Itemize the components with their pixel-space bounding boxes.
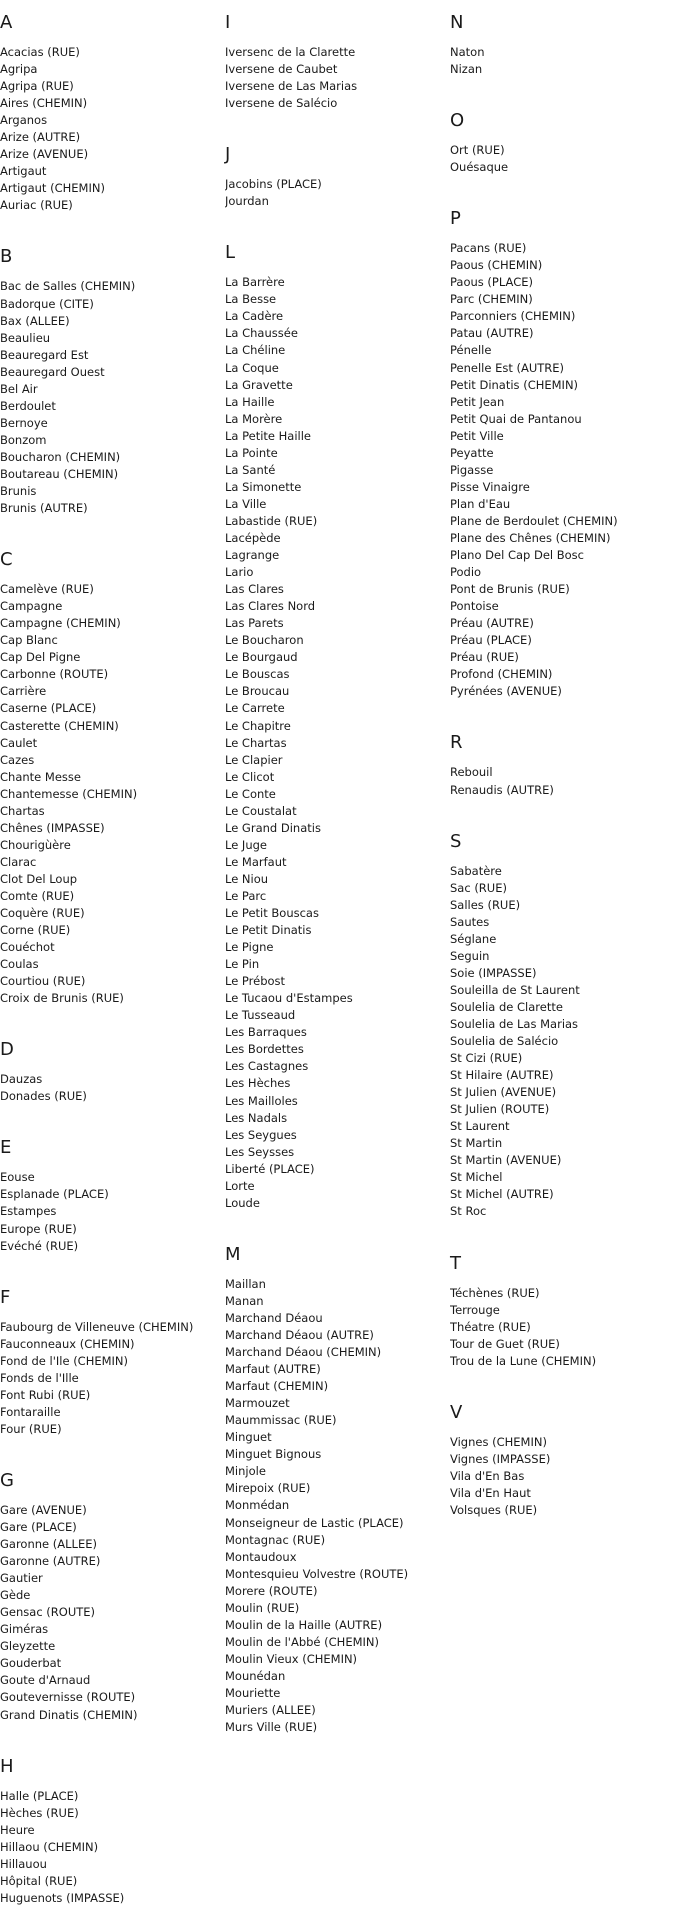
street-name: Le Conte [225,786,276,801]
street-list [225,44,445,112]
street-name: Soulelia de Clarette [450,999,563,1014]
street-name: Bel Air [0,381,38,396]
street-name: Las Parets [225,616,284,631]
letter-section-i [225,13,445,132]
letter-section-e [0,1138,220,1274]
street-list [0,44,220,214]
street-name: Gouderbat [0,1656,62,1671]
street-name: St Laurent [450,1119,510,1134]
street-name: Les Castagnes [225,1059,309,1074]
street-name: Brunis [0,484,37,499]
street-name: Les Barraques [225,1025,307,1040]
letter-section-j [225,145,445,230]
street-list [0,1169,220,1254]
street-name: Coulas [0,957,39,972]
street-name: Fontaraille [0,1404,61,1419]
street-name: Artigaut (CHEMIN) [0,181,105,196]
street-name: La Petite Haille [225,428,312,443]
street-name: Iversene de Las Marias [225,79,358,94]
street-name: Arganos [0,113,48,128]
street-name: Le Chapitre [225,718,291,733]
street-name: Podio [450,565,482,580]
street-name: Monseigneur de Lastic (PLACE) [225,1515,404,1530]
street-name: Liberté (PLACE) [225,1161,315,1176]
street-name: Renaudis (AUTRE) [450,782,554,797]
street-name: Gare (AVENUE) [0,1502,87,1517]
street-name: Maummissac (RUE) [225,1413,337,1428]
street-name: Caulet [0,735,38,750]
street-name: Hèches (RUE) [0,1805,79,1820]
street-name: Le Coustalat [225,803,297,818]
street-name: Le Parc [225,888,267,903]
street-name: Le Petit Dinatis [225,923,312,938]
street-name: Lacépède [225,530,281,545]
section-letter-heading: G [0,1469,14,1491]
street-name: La Coque [225,360,279,375]
street-name: Marmouzet [225,1396,290,1411]
street-name: Goute d'Arnaud [0,1673,91,1688]
street-name: Penelle Est (AUTRE) [450,360,565,375]
street-name: Coquère (RUE) [0,906,85,921]
letter-section-v [450,1403,675,1519]
street-name: Pigasse [450,462,494,477]
street-list [450,44,675,78]
street-name: Heure [0,1822,35,1837]
street-name: Fonds de l'Ille [0,1370,79,1385]
street-name: St Michel [450,1170,503,1185]
section-letter-heading: T [450,1252,461,1274]
street-list [0,1502,220,1724]
street-name: Monmédan [225,1498,290,1513]
street-name: Gare (PLACE) [0,1520,77,1534]
letter-section-p [450,209,675,720]
street-name: Minguet [225,1430,272,1445]
street-name: Sac (RUE) [450,880,507,895]
street-name: Le Marfaut [225,854,287,869]
street-list [225,1276,445,1736]
street-name: Petit Dinatis (CHEMIN) [450,377,579,392]
street-name: Bax (ALLEE) [0,313,70,328]
street-name: Cap Blanc [0,633,58,648]
street-name: Plane de Berdoulet (CHEMIN) [450,513,618,528]
section-letter-heading: F [0,1286,11,1308]
street-name: Le Niou [225,871,269,886]
letter-section-b [0,247,220,537]
street-name: La Cadère [225,309,284,324]
street-name: Jacobins (PLACE) [225,177,322,192]
street-name: Petit Ville [450,428,504,443]
street-name: Faubourg de Villeneuve (CHEMIN) [0,1319,194,1334]
street-name: Labastide (RUE) [225,513,318,528]
street-name: Théatre (RUE) [450,1319,531,1334]
street-name: Fauconneaux (CHEMIN) [0,1336,135,1351]
street-name: Le Bourgaud [225,650,298,665]
section-letter-heading: A [0,12,13,33]
street-name: Murs Ville (RUE) [225,1720,318,1735]
street-name: Marchand Déaou (CHEMIN) [225,1345,382,1360]
letter-section-d [0,1040,220,1125]
street-name: St Martin (AVENUE) [450,1153,562,1168]
street-name: Ouésaque [450,160,509,175]
street-name: Mirepoix (RUE) [225,1481,311,1496]
street-index-column-1 [0,0,220,1907]
street-name: Pisse Vinaigre [450,479,530,494]
street-name: Le Prébost [225,974,286,989]
street-name: Chartas [0,803,45,818]
street-name: Le Pigne [225,940,274,955]
street-name: Seguin [450,948,490,963]
street-name: Esplanade (PLACE) [0,1187,109,1202]
street-name: Pont de Brunis (RUE) [450,582,570,597]
street-name: Chênes (IMPASSE) [0,820,105,835]
street-name: Morere (ROUTE) [225,1583,318,1598]
street-name: Gleyzette [0,1639,56,1654]
street-name: Four (RUE) [0,1421,62,1436]
street-name: Les Seysses [225,1144,295,1159]
street-name: Le Broucau [225,684,290,699]
street-name: Loude [225,1195,260,1210]
street-name: Moulin (RUE) [225,1600,300,1615]
section-letter-heading: R [450,732,463,754]
street-name: Moulin de la Haille (AUTRE) [225,1617,383,1632]
street-name: Paous (CHEMIN) [450,258,543,273]
street-name: Soulelia de Las Marias [450,1016,579,1031]
street-name: La Pointe [225,445,278,460]
street-name: Chantemesse (CHEMIN) [0,786,138,801]
street-name: Naton [450,45,485,59]
street-name: Las Clares Nord [225,599,316,614]
street-name: Plan d'Eau [450,496,511,511]
street-name: Marchand Déaou (AUTRE) [225,1328,374,1342]
street-name: Montaudoux [225,1549,297,1564]
street-name: Le Carrete [225,701,285,716]
section-letter-heading: E [0,1137,12,1159]
street-name: Iversenc de la Clarette [225,45,356,59]
street-name: Les Hèches [225,1076,291,1091]
street-name: Souleilla de St Laurent [450,982,580,997]
street-name: St Roc [450,1204,487,1219]
street-list [450,863,675,1221]
section-letter-heading: N [450,12,464,33]
street-name: Lagrange [225,548,280,563]
street-name: Séglane [450,931,497,946]
street-name: Comte (RUE) [0,888,75,903]
street-list [450,1285,675,1370]
street-name: Minjole [225,1464,266,1479]
street-name: Hillaou (CHEMIN) [0,1839,99,1854]
street-name: La Morère [225,411,283,426]
street-name: Grand Dinatis (CHEMIN) [0,1707,138,1722]
street-name: Paous (PLACE) [450,275,533,290]
street-name: La Chéline [225,343,286,358]
street-name: Hillauou [0,1856,47,1871]
section-letter-heading: S [450,830,462,852]
street-name: Goutevernisse (ROUTE) [0,1690,136,1705]
street-name: Chante Messe [0,769,81,784]
street-name: La Barrère [225,275,285,290]
letter-section-a [0,13,220,234]
street-name: Le Tucaou d'Estampes [225,991,353,1006]
street-list [450,142,675,176]
street-name: Berdoulet [0,398,56,413]
street-list [0,1788,220,1907]
street-index-column-3 [450,0,675,1519]
street-name: Pontoise [450,599,499,614]
street-name: Huguenots (IMPASSE) [0,1890,125,1905]
street-name: Pyrénées (AVENUE) [450,684,562,699]
street-list [225,176,445,210]
street-list [0,1319,220,1438]
street-name: Nizan [450,62,483,77]
street-name: Estampes [0,1204,57,1219]
street-name: Peyatte [450,445,494,460]
street-name: Chourigùère [0,837,71,852]
street-list [225,274,445,1212]
street-name: Préau (AUTRE) [450,616,534,631]
street-name: Téchènes (RUE) [450,1285,540,1300]
street-name: Les Nadals [225,1110,288,1125]
street-name: Casterette (CHEMIN) [0,718,119,733]
letter-section-l [225,243,445,1232]
street-name: Patau (AUTRE) [450,326,534,341]
street-name: La Chaussée [225,326,298,341]
letter-section-g [0,1471,220,1744]
street-list [450,240,675,700]
street-name: Le Bouscas [225,667,290,682]
street-name: Moulin de l'Abbé (CHEMIN) [225,1634,379,1649]
letter-section-c [0,550,220,1027]
street-name: Les Seygues [225,1127,297,1142]
street-name: Plane des Chênes (CHEMIN) [450,530,611,545]
letter-section-s [450,832,675,1241]
street-name: Brunis (AUTRE) [0,501,88,516]
street-name: La Santé [225,462,276,477]
street-name: Boucharon (CHEMIN) [0,449,121,464]
letter-section-n [450,13,675,98]
section-letter-heading: J [225,144,231,166]
street-name: Donades (RUE) [0,1089,87,1104]
street-name: Vignes (IMPASSE) [450,1451,551,1466]
street-name: Clarac [0,854,37,869]
street-name: Lorte [225,1178,255,1193]
street-name: St Julien (ROUTE) [450,1102,550,1117]
street-name: Camelève (RUE) [0,582,94,597]
street-name: Eouse [0,1170,35,1185]
street-name: Vignes (CHEMIN) [450,1434,547,1449]
street-name: Muriers (ALLEE) [225,1703,316,1718]
street-name: Carbonne (ROUTE) [0,667,109,682]
street-name: Jourdan [225,194,269,209]
street-name: Le Boucharon [225,633,304,648]
street-name: Vila d'En Bas [450,1468,525,1483]
street-list [0,581,220,1007]
street-name: Sabatère [450,863,502,878]
street-name: Caserne (PLACE) [0,701,97,716]
street-name: Mouriette [225,1685,281,1700]
section-letter-heading: P [450,208,461,230]
street-name: Soulelia de Salécio [450,1034,559,1049]
street-name: Montesquieu Volvestre (ROUTE) [225,1566,409,1581]
street-name: Préau (PLACE) [450,633,532,648]
street-name: Gautier [0,1571,43,1586]
street-list [450,764,675,798]
street-name: La Ville [225,496,267,511]
section-letter-heading: D [0,1039,14,1061]
street-name: St Julien (AVENUE) [450,1085,557,1100]
street-name: Parc (CHEMIN) [450,292,533,307]
street-name: Vila d'En Haut [450,1485,531,1500]
street-name: Profond (CHEMIN) [450,667,553,682]
street-name: Clot Del Loup [0,871,78,886]
street-name: Moulin Vieux (CHEMIN) [225,1651,358,1666]
street-name: Le Grand Dinatis [225,820,321,835]
street-name: Boutareau (CHEMIN) [0,466,119,481]
street-index-column-2 [225,0,445,1736]
street-name: Le Clicot [225,769,275,784]
street-name: Manan [225,1293,264,1308]
street-name: La Haille [225,394,275,409]
street-name: Minguet Bignous [225,1447,322,1462]
street-name: Beaulieu [0,330,51,345]
street-name: Auriac (RUE) [0,198,73,213]
street-name: Cazes [0,752,35,767]
letter-section-t [450,1254,675,1390]
street-name: Aires (CHEMIN) [0,96,88,111]
street-name: Giméras [0,1622,49,1637]
street-name: St Michel (AUTRE) [450,1187,554,1202]
street-name: Le Clapier [225,752,283,767]
street-name: Soie (IMPASSE) [450,965,537,980]
letter-section-h [0,1757,220,1907]
section-letter-heading: B [0,246,13,268]
street-name: Europe (RUE) [0,1221,77,1236]
street-name: Bac de Salles (CHEMIN) [0,279,136,294]
letter-section-m [225,1245,445,1736]
street-name: Halle (PLACE) [0,1788,79,1803]
street-name: Carrière [0,684,47,699]
street-name: Marchand Déaou [225,1310,323,1325]
street-name: Garonne (ALLEE) [0,1537,97,1552]
street-name: Font Rubi (RUE) [0,1387,91,1402]
street-name: Préau (RUE) [450,650,519,665]
street-name: La Simonette [225,479,302,494]
street-name: Le Juge [225,837,267,852]
street-name: Le Tusseaud [225,1008,296,1023]
street-name: Plano Del Cap Del Bosc [450,548,584,563]
street-name: La Besse [225,292,277,307]
street-name: Dauzas [0,1072,43,1087]
letter-section-f [0,1288,220,1458]
street-list [450,1434,675,1519]
street-name: Courtiou (RUE) [0,974,86,989]
street-name: Corne (RUE) [0,923,71,938]
street-name: Volsques (RUE) [450,1502,538,1517]
street-name: Tour de Guet (RUE) [450,1336,560,1351]
street-list [0,1071,220,1105]
street-name: Acacias (RUE) [0,45,80,59]
street-name: Las Clares [225,582,284,597]
street-name: Le Pin [225,957,260,972]
section-letter-heading: O [450,110,465,132]
section-letter-heading: I [225,12,231,33]
street-name: Cap Del Pigne [0,650,81,665]
street-name: Gensac (ROUTE) [0,1605,96,1620]
street-name: Croix de Brunis (RUE) [0,991,124,1006]
street-name: Campagne [0,599,63,614]
street-name: Le Chartas [225,735,287,750]
street-name: Rebouil [450,765,493,780]
street-name: Iversene de Salécio [225,96,338,111]
street-name: Hôpital (RUE) [0,1873,78,1888]
street-name: Pénelle [450,343,492,358]
street-name: Petit Jean [450,394,505,409]
street-name: Bernoye [0,415,48,430]
section-letter-heading: V [450,1401,463,1423]
street-name: Sautes [450,914,490,929]
street-name: Couéchot [0,940,55,955]
street-name: Lario [225,565,254,580]
street-name: Salles (RUE) [450,897,521,912]
street-name: Agripa (RUE) [0,79,74,94]
street-name: Les Mailloles [225,1093,298,1108]
section-letter-heading: M [225,1243,241,1265]
street-name: Gède [0,1588,31,1603]
section-letter-heading: L [225,242,236,264]
street-name: Campagne (CHEMIN) [0,616,121,631]
letter-section-o [450,111,675,196]
street-name: Le Petit Bouscas [225,906,319,921]
street-name: Terrouge [450,1302,500,1317]
street-name: Petit Quai de Pantanou [450,411,582,426]
street-name: Beauregard Ouest [0,364,105,379]
letter-section-r [450,733,675,818]
street-name: Maillan [225,1276,266,1291]
street-name: Trou de la Lune (CHEMIN) [450,1353,597,1368]
street-name: La Gravette [225,377,293,392]
street-name: St Martin [450,1136,503,1151]
street-name: Garonne (AUTRE) [0,1554,101,1569]
street-name: Iversene de Caubet [225,62,338,77]
street-name: Evéché (RUE) [0,1238,79,1253]
section-letter-heading: C [0,549,13,571]
section-letter-heading: H [0,1755,14,1777]
street-name: Montagnac (RUE) [225,1532,326,1547]
street-name: Arize (AVENUE) [0,147,89,162]
street-name: Parconniers (CHEMIN) [450,309,576,324]
street-name: St Cizi (RUE) [450,1051,523,1066]
street-name: Mounédan [225,1668,286,1683]
street-name: Marfaut (CHEMIN) [225,1379,329,1394]
street-name: Artigaut [0,164,47,179]
street-name: Les Bordettes [225,1042,304,1057]
street-name: Arize (AUTRE) [0,130,81,145]
street-name: Marfaut (AUTRE) [225,1362,321,1377]
street-name: St Hilaire (AUTRE) [450,1068,554,1083]
street-list [0,278,220,517]
street-name: Fond de l'Ile (CHEMIN) [0,1353,129,1368]
street-name: Pacans (RUE) [450,241,527,256]
street-name: Agripa [0,62,38,77]
street-name: Beauregard Est [0,347,89,362]
street-name: Ort (RUE) [450,143,505,158]
street-name: Badorque (CITE) [0,296,94,311]
street-name: Bonzom [0,432,47,447]
